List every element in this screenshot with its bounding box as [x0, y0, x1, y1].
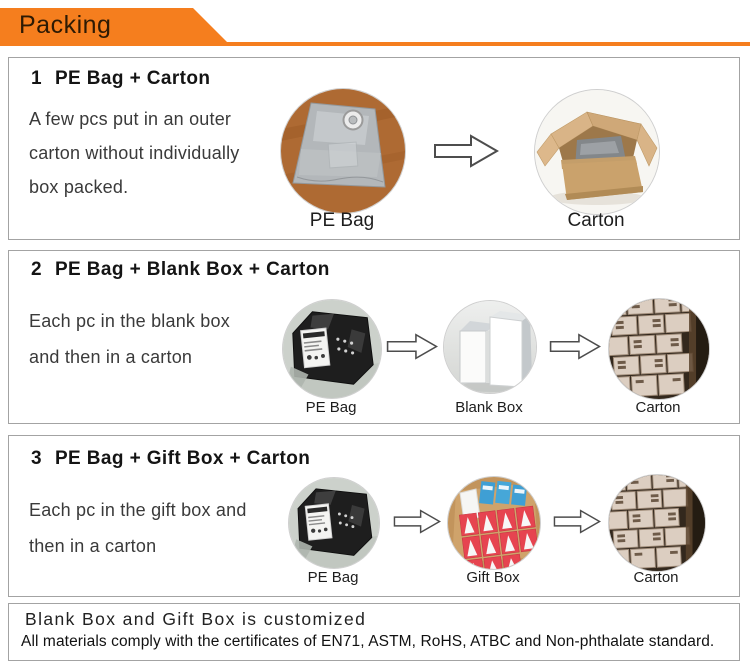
packing-option-2 — [8, 250, 740, 424]
page-title: Packing — [19, 11, 112, 39]
photo-caption: Carton — [635, 399, 681, 416]
section-3-number: 3 — [31, 448, 42, 469]
photo-caption: PE Bag — [307, 569, 359, 586]
footer-note-customized: Blank Box and Gift Box is customized — [25, 609, 367, 629]
section-1-number: 1 — [31, 68, 42, 89]
carton-stack-photo — [608, 474, 706, 572]
blank-box-photo — [443, 300, 537, 394]
photo-caption: Blank Box — [455, 399, 523, 416]
section-3-description: Each pc in the gift box and then in a carton — [29, 500, 247, 556]
pe-bag-gray-photo — [280, 88, 406, 214]
section-2-title-text: PE Bag + Blank Box + Carton — [54, 259, 330, 280]
packing-option-1 — [8, 57, 740, 240]
photo-caption: Gift Box — [466, 569, 520, 586]
section-1-title-text: PE Bag + Carton — [54, 68, 211, 89]
photo-caption: Carton — [633, 569, 679, 586]
open-carton-photo — [534, 89, 660, 215]
photo-caption: PE Bag — [305, 399, 357, 416]
arrow-right-icon — [553, 509, 601, 534]
pe-bag-black-photo — [288, 477, 380, 569]
banner-underline — [0, 42, 750, 46]
photo-caption: Carton — [567, 210, 625, 231]
arrow-right-icon — [386, 333, 438, 360]
section-3-title-text: PE Bag + Gift Box + Carton — [54, 448, 311, 469]
section-1-description: A few pcs put in an outer carton without individually box packed. — [29, 109, 240, 197]
section-2-title — [31, 259, 330, 281]
arrow-right-icon — [549, 333, 601, 360]
footer-note-certificates: All materials comply with the certificates of EN71, ASTM, RoHS, ATBC and Non-phthalate standard. — [21, 633, 715, 650]
banner-trapezoid — [0, 8, 750, 46]
section-2-number: 2 — [31, 259, 42, 280]
photo-caption: PE Bag — [309, 210, 375, 231]
arrow-right-icon — [393, 509, 441, 534]
pe-bag-black-photo — [282, 299, 382, 399]
packing-notes — [8, 603, 740, 661]
arrow-right-icon — [433, 134, 499, 168]
section-3-title — [31, 448, 310, 470]
section-1-title — [31, 68, 210, 90]
gift-box-photo — [447, 476, 541, 570]
packing-option-3 — [8, 435, 740, 597]
carton-stack-photo — [608, 298, 710, 400]
section-2-description: Each pc in the blank box and then in a carton — [29, 311, 230, 367]
packing-banner — [0, 8, 750, 46]
